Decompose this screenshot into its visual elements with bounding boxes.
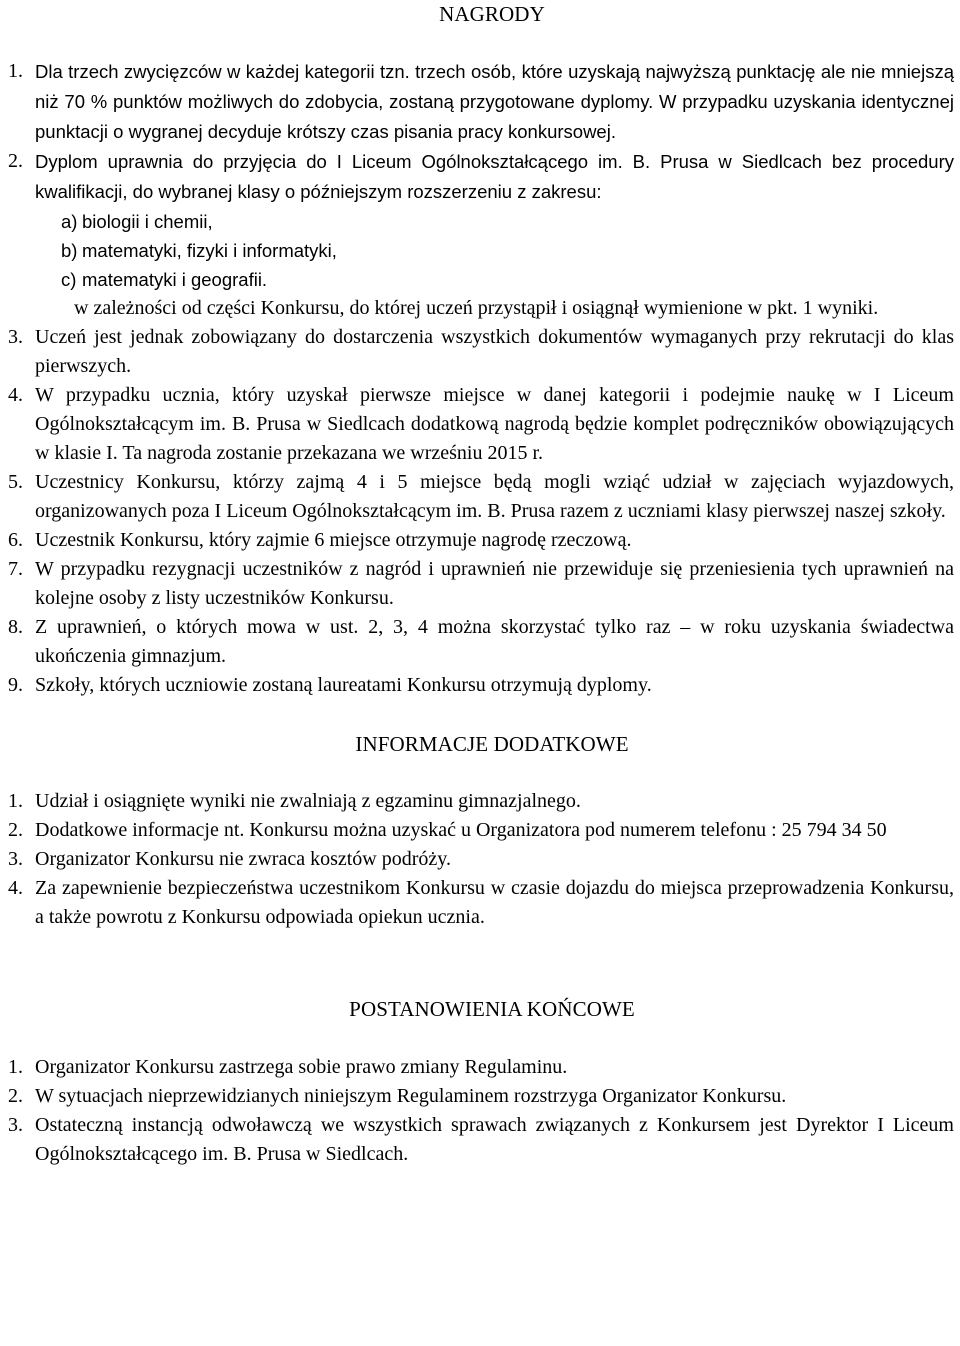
- section-title-additional: INFORMACJE DODATKOWE: [355, 732, 629, 756]
- item-number: 7.: [8, 558, 23, 580]
- list-item: [8, 323, 954, 381]
- list-item: [8, 671, 954, 700]
- item-number: 4.: [8, 877, 23, 899]
- item-text: Ostateczną instancją odwoławczą we wszystkich sprawach związanych z Konkursem jest Dyrektor I Liceum Ogólnokształcącego im. B. Prusa w Siedlcach.: [35, 1114, 954, 1165]
- item-number: 4.: [8, 384, 23, 406]
- item-number: 6.: [8, 529, 23, 551]
- list-item: [8, 1082, 954, 1111]
- item-text: Dla trzech zwycięzców w każdej kategorii tzn. trzech osób, które uzyskają najwyższą punktację ale nie mniejszą niż 70 % punktów możliwych do zdobycia, zostaną przygotowane dyplomy. W przypadku uzyskania identycznej punktacji o wygranej decyduje krótszy czas pisania pracy konkursowej.: [35, 61, 954, 142]
- list-item: [8, 1111, 954, 1169]
- list-item: [8, 1053, 954, 1082]
- item-number: 3.: [8, 848, 23, 870]
- item-text: Za zapewnienie bezpieczeństwa uczestnikom Konkursu w czasie dojazdu do miejsca przeprowadzenia Konkursu, a także powrotu z Konkursu odpowiada opiekun ucznia.: [35, 877, 954, 928]
- sublist-item: [61, 236, 954, 265]
- item-text: Organizator Konkursu nie zwraca kosztów podróży.: [35, 848, 451, 870]
- item-text: Dyplom uprawnia do przyjęcia do I Liceum Ogólnokształcącego im. B. Prusa w Siedlcach bez procedury kwalifikacji, do wybranej klasy o późniejszym rozszerzeniu z zakresu:: [35, 151, 954, 202]
- note-text: w zależności od części Konkursu, do której uczeń przystąpił i osiągnął wymienione w pkt. 1 wyniki.: [74, 297, 879, 319]
- list-item: [8, 845, 954, 874]
- item-text: W sytuacjach nieprzewidzianych niniejszym Regulaminem rozstrzyga Organizator Konkursu.: [35, 1085, 787, 1107]
- item-text: Szkoły, których uczniowie zostaną laureatami Konkursu otrzymują dyplomy.: [35, 674, 652, 696]
- item-number: 3.: [8, 326, 23, 348]
- list-item: [8, 381, 954, 468]
- list-item: [8, 816, 954, 845]
- section-title-final: POSTANOWIENIA KOŃCOWE: [349, 997, 635, 1021]
- item-number: 8.: [8, 616, 23, 638]
- item-number: 9.: [8, 674, 23, 696]
- item-text: Uczestnicy Konkursu, którzy zajmą 4 i 5 miejsce będą mogli wziąć udział w zajęciach wyjazdowych, organizowanych poza I Liceum Ogólnokształcącym im. B. Prusa razem z uczniami klasy pierwszej naszej szkoły.: [35, 471, 954, 522]
- sublist: [35, 207, 954, 294]
- item-number: 5.: [8, 471, 23, 493]
- item-text: Dodatkowe informacje nt. Konkursu można uzyskać u Organizatora pod numerem telefonu : 25 794 34 50: [35, 819, 887, 841]
- item-number: 3.: [8, 1114, 23, 1136]
- sublist-label: c): [61, 269, 77, 290]
- sublist-label: a): [61, 211, 78, 232]
- final-list: [8, 1053, 954, 1169]
- item-text: Udział i osiągnięte wyniki nie zwalniają z egzaminu gimnazjalnego.: [35, 790, 581, 812]
- item-text: Uczeń jest jednak zobowiązany do dostarczenia wszystkich dokumentów wymaganych przy rekrutacji do klas pierwszych.: [35, 326, 954, 377]
- sublist-label: b): [61, 240, 78, 261]
- list-item: [8, 874, 954, 932]
- item-text: W przypadku rezygnacji uczestników z nagród i uprawnień nie przewiduje się przeniesienia tych uprawnień na kolejne osoby z listy uczestników Konkursu.: [35, 558, 954, 609]
- item-text: Uczestnik Konkursu, który zajmie 6 miejsce otrzymuje nagrodę rzeczową.: [35, 529, 632, 551]
- sublist-text: matematyki i geografii.: [82, 269, 268, 290]
- list-item: [8, 526, 954, 555]
- list-item: [8, 555, 954, 613]
- item-number: 2.: [8, 819, 23, 841]
- list-item: [8, 468, 954, 526]
- list-item: [8, 613, 954, 671]
- prizes-list: [8, 57, 954, 700]
- item-number: 1.: [8, 790, 23, 812]
- list-item: [8, 787, 954, 816]
- item-text: Z uprawnień, o których mowa w ust. 2, 3, 4 można skorzystać tylko raz – w roku uzyskania świadectwa ukończenia gimnazjum.: [35, 616, 954, 667]
- item-number: 1.: [8, 1056, 23, 1078]
- item-number: 2.: [8, 150, 23, 172]
- item-number: 2.: [8, 1085, 23, 1107]
- sublist-item: [61, 265, 954, 294]
- additional-list: [8, 787, 954, 932]
- list-item: [8, 57, 954, 147]
- sublist-text: matematyki, fizyki i informatyki,: [82, 240, 337, 261]
- item-number: 1.: [8, 60, 23, 82]
- item-text: Organizator Konkursu zastrzega sobie prawo zmiany Regulaminu.: [35, 1056, 568, 1078]
- sublist-item: [61, 207, 954, 236]
- list-item: [8, 147, 954, 323]
- sublist-text: biologii i chemii,: [82, 211, 213, 232]
- section-title-prizes: NAGRODY: [439, 2, 545, 26]
- item-text: W przypadku ucznia, który uzyskał pierwsze miejsce w danej kategorii i podejmie naukę w I Liceum Ogólnokształcącym im. B. Prusa w Siedlcach dodatkową nagrodą będzie komplet podręczników obowiązujących w klasie I. Ta nagroda zostanie przekazana we wrześniu 2015 r.: [35, 384, 954, 464]
